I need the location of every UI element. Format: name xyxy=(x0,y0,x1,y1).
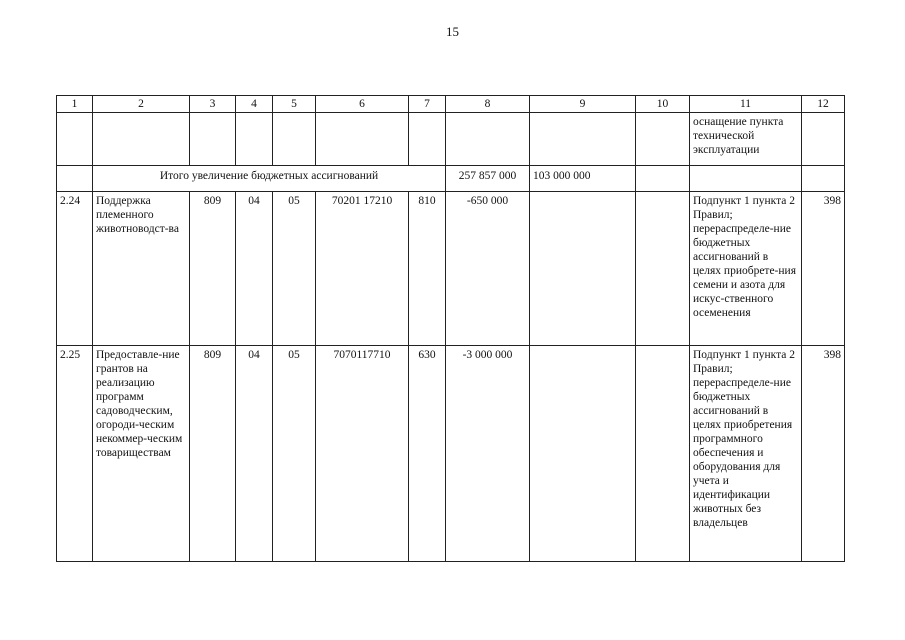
col10-value xyxy=(636,346,690,562)
table-cell xyxy=(316,113,409,166)
header-col-1: 1 xyxy=(57,96,93,113)
table-cell xyxy=(273,113,316,166)
col12-value: 398 xyxy=(802,192,845,346)
header-col-9: 9 xyxy=(530,96,636,113)
table-cell xyxy=(93,113,190,166)
header-col-3: 3 xyxy=(190,96,236,113)
total-row xyxy=(57,166,845,192)
col4-value: 04 xyxy=(236,192,273,346)
row-name: Поддержка племенного животноводст-ва xyxy=(93,192,190,346)
table-cell xyxy=(530,113,636,166)
table-cell xyxy=(57,166,93,192)
table-cell xyxy=(409,113,446,166)
budget-table xyxy=(56,95,845,562)
col10-value xyxy=(636,192,690,346)
header-col-2: 2 xyxy=(93,96,190,113)
page-number: 15 xyxy=(446,24,459,39)
header-col-12: 12 xyxy=(802,96,845,113)
header-col-7: 7 xyxy=(409,96,446,113)
col8-value: -650 000 xyxy=(446,192,530,346)
col5-value: 05 xyxy=(273,346,316,562)
total-col8: 257 857 000 xyxy=(446,166,530,192)
col3-value: 809 xyxy=(190,346,236,562)
table-cell xyxy=(802,113,845,166)
col11-text: Подпункт 1 пункта 2 Правил; перераспределе-ние бюджетных ассигнований в целях приобретения программного обеспечения и оборудования для учета и идентификации животных без владельцев xyxy=(690,346,802,562)
col3-value: 809 xyxy=(190,192,236,346)
col12-value: 398 xyxy=(802,346,845,562)
total-label: Итого увеличение бюджетных ассигнований xyxy=(93,166,446,192)
table-cell xyxy=(802,166,845,192)
header-col-8: 8 xyxy=(446,96,530,113)
col6-value: 70201 17210 xyxy=(316,192,409,346)
table-cell xyxy=(636,113,690,166)
table-cell xyxy=(690,166,802,192)
table-row xyxy=(57,346,845,562)
total-col9: 103 000 000 xyxy=(530,166,636,192)
table-row xyxy=(57,192,845,346)
continuation-row xyxy=(57,113,845,166)
header-col-10: 10 xyxy=(636,96,690,113)
header-col-6: 6 xyxy=(316,96,409,113)
table-cell xyxy=(236,113,273,166)
header-col-5: 5 xyxy=(273,96,316,113)
col7-value: 630 xyxy=(409,346,446,562)
table-cell xyxy=(636,166,690,192)
header-row xyxy=(57,96,845,113)
continuation-text: оснащение пункта технической эксплуатации xyxy=(690,113,802,166)
header-col-11: 11 xyxy=(690,96,802,113)
col5-value: 05 xyxy=(273,192,316,346)
col4-value: 04 xyxy=(236,346,273,562)
header-col-4: 4 xyxy=(236,96,273,113)
table-cell xyxy=(190,113,236,166)
table-cell xyxy=(57,113,93,166)
col7-value: 810 xyxy=(409,192,446,346)
row-number: 2.24 xyxy=(57,192,93,346)
table-cell xyxy=(446,113,530,166)
row-name: Предоставле-ние грантов на реализацию программ садоводческим, огороди-ческим некоммер-ческим товариществам xyxy=(93,346,190,562)
col8-value: -3 000 000 xyxy=(446,346,530,562)
col9-value xyxy=(530,346,636,562)
col9-value xyxy=(530,192,636,346)
col6-value: 7070117710 xyxy=(316,346,409,562)
col11-text: Подпункт 1 пункта 2 Правил; перераспределе-ние бюджетных ассигнований в целях приобрете-ния семени и азота для искус-ственного осеменения xyxy=(690,192,802,346)
row-number: 2.25 xyxy=(57,346,93,562)
